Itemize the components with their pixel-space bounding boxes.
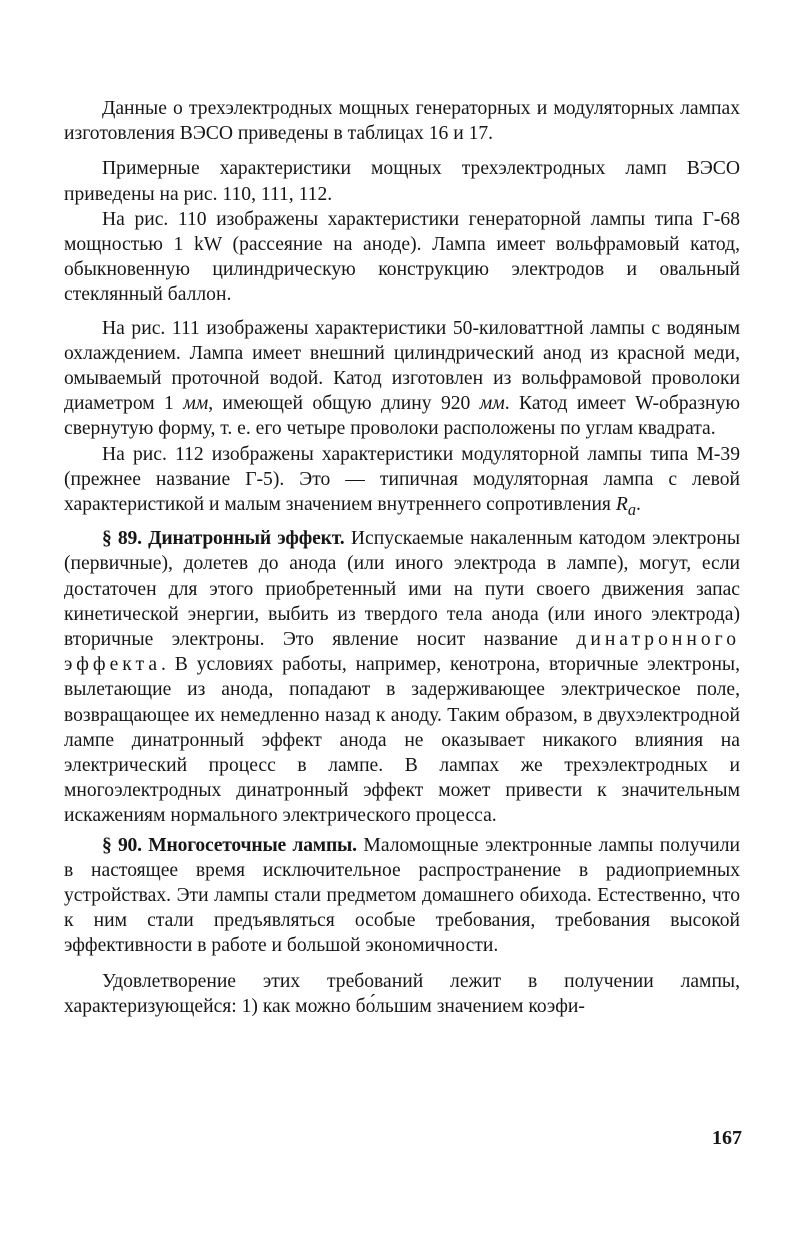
section-89-text-part2: . В условиях работы, например, кенотрона, вторичные электроны, вылетающие из анода, попадают в задерживающее электрическое поле, возвращающее их немедленно назад к аноду. Таким образом, в двухэлектродной лампе динатронный эффект анода не оказывает никакого влияния на электрический процесс в лампе. В лампах же трехэлектродных и многоэлектродных динатронный эффект может привести к значительным искажениям нормального электрического процесса. — [64, 654, 740, 827]
term-dynatron-effect: динатронного эффекта — [64, 628, 740, 676]
text-fig-111-part1: На рис. 111 изображены характеристики 50-киловаттной лампы с водяным охлаждением. Лампа имеет внешний цилиндрический анод из красной меди, омываемый проточной водой. Катод изготовлен из вольфрамовой проволоки диаметром 1 — [64, 317, 740, 415]
section-90-heading: § 90. Многосеточные лампы. — [102, 834, 357, 856]
paragraph-modulator-tubes: Данные о трехэлектродных мощных генераторных и модуляторных лампах изготовления ВЭСО приведены в таблицах 16 и 17. — [64, 98, 740, 145]
text-fig-111-part3: . Катод имеет W-образную свернутую форму, т. е. его четыре проволоки расположены по углам квадрата. — [64, 393, 740, 440]
section-90 — [64, 833, 740, 959]
paragraph-fig-111 — [64, 316, 740, 442]
section-90-text: Маломощные электронные лампы получили в настоящее время исключительное распространение в радиоприемных устройствах. Эти лампы стали предметом домашнего обихода. Естественно, что к ним стали предъявляться особые требования, требования высокой эффективности в работе и большой экономичности. — [64, 834, 740, 957]
symbol-subscript: a — [627, 499, 636, 519]
section-89 — [64, 526, 740, 828]
paragraph-fig-110: На рис. 110 изображены характеристики генераторной лампы типа Г-68 мощностью 1 kW (рассеяние на аноде). Лампа имеет вольфрамовый катод, обыкновенную цилиндрическую конструкцию электродов и овальный стеклянный баллон. — [64, 208, 740, 306]
text-fig-112: На рис. 112 изображены характеристики модуляторной лампы типа М-39 (прежнее название Г-5). Это — типичная модуляторная лампа с левой характеристикой и малым значением внутреннего сопротивления — [64, 443, 740, 516]
unit-mm: мм — [479, 393, 505, 415]
unit-mm: мм — [183, 393, 209, 415]
section-89-text-part1: Испускаемые накаленным катодом электроны (первичные), долетев до анода (или иного электрода в лампе), могут, если достаточен для этого приобретенный ими на пути своего движения запас кинетической энергии, выбить из твердого тела анода (или иного электрода) вторичные электроны. Это явление носит название — [64, 528, 740, 650]
page-number: 167 — [712, 1127, 742, 1149]
text-fig-112-end: . — [636, 494, 641, 516]
book-page — [64, 96, 740, 1019]
paragraph-requirements: Удовлетворение этих требований лежит в получении лампы, характеризующейся: 1) как можно бо́льшим значением коэфи- — [64, 970, 740, 1017]
symbol-r: R — [615, 494, 628, 516]
section-89-heading: § 89. Динатронный эффект. — [102, 528, 345, 550]
paragraph-characteristics-intro: Примерные характеристики мощных трехэлектродных ламп ВЭСО приведены на рис. 110, 111, 112. — [64, 158, 740, 205]
paragraph-fig-112 — [64, 442, 740, 523]
text-fig-111-part2: , имеющей общую длину 920 — [208, 393, 471, 415]
